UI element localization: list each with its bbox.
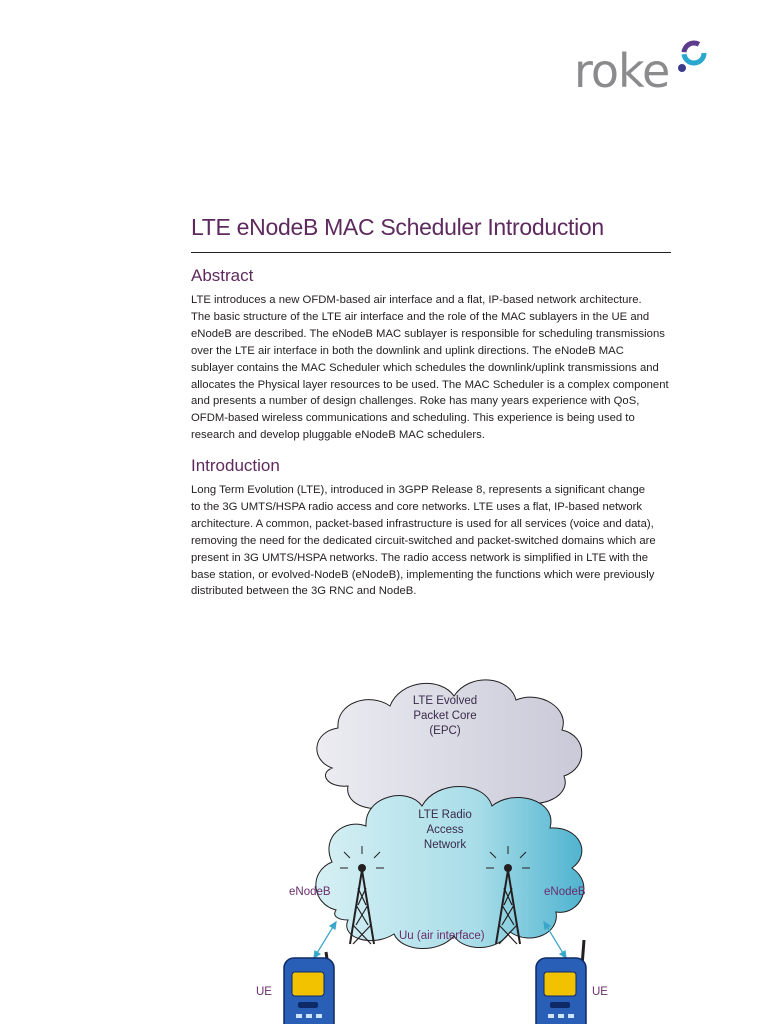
- abstract-line: over the LTE air interface in both the downlink and uplink directions. The eNodeB MAC: [191, 344, 624, 357]
- core-cloud-line: (EPC): [429, 725, 461, 737]
- ue-left-label: UE: [256, 986, 272, 998]
- ran-cloud-line: Access: [426, 824, 464, 836]
- logo-wordmark: roke: [574, 44, 670, 98]
- introduction-line: Long Term Evolution (LTE), introduced in 3GPP Release 8, represents a significant change: [191, 484, 646, 496]
- ue-right-phone-icon: [536, 940, 586, 1024]
- roke-logo: [570, 40, 710, 102]
- abstract-line: The basic structure of the LTE air interface and the role of the MAC sublayers in the UE and: [191, 310, 650, 323]
- introduction-body: [191, 482, 671, 600]
- air-interface-label: Uu (air interface): [399, 930, 485, 942]
- introduction-line: present in 3G UMTS/HSPA networks. The radio access network is simplified in LTE with the: [191, 551, 649, 564]
- core-cloud-line: Packet Core: [413, 710, 477, 722]
- document-title: LTE eNodeB MAC Scheduler Introduction: [191, 214, 604, 240]
- ran-cloud-line: LTE Radio: [418, 809, 472, 821]
- abstract-heading: Abstract: [191, 266, 254, 285]
- introduction-line: architecture. A common, packet-based infrastructure is used for all services (voice and data),: [191, 517, 654, 530]
- ue-link-right-arrow: [544, 922, 566, 958]
- core-cloud-label: [390, 694, 500, 739]
- title-divider: [191, 252, 671, 253]
- abstract-line: OFDM-based wireless communications and scheduling. This experience is being used to: [191, 412, 635, 425]
- introduction-line: distributed between the 3G RNC and NodeB.: [191, 585, 417, 598]
- introduction-heading: Introduction: [191, 456, 280, 475]
- introduction-line: base station, or evolved-NodeB (eNodeB), implementing the functions which were previously: [191, 568, 655, 581]
- lte-network-diagram: [240, 640, 640, 1024]
- abstract-line: sublayer contains the MAC Scheduler which schedules the downlink/uplink transmissions and: [191, 361, 659, 374]
- ran-cloud-label: [390, 808, 500, 853]
- enodeb-left-label: eNodeB: [289, 886, 331, 898]
- abstract-line: LTE introduces a new OFDM-based air interface and a flat, IP-based network architecture.: [191, 294, 642, 306]
- core-cloud-line: LTE Evolved: [412, 695, 478, 707]
- abstract-line: eNodeB are described. The eNodeB MAC sublayer is responsible for scheduling transmissions: [191, 327, 665, 340]
- enodeb-right-label: eNodeB: [544, 886, 586, 898]
- abstract-line: allocates the Physical layer resources to be used. The MAC Scheduler is a complex component: [191, 378, 669, 391]
- ue-right-label: UE: [592, 986, 608, 998]
- ue-left-phone-icon: [284, 952, 334, 1024]
- abstract-line: research and develop pluggable eNodeB MAC schedulers.: [191, 429, 485, 442]
- logo-swirl-icon: [674, 40, 708, 74]
- ran-cloud-line: Network: [423, 839, 467, 851]
- introduction-line: to the 3G UMTS/HSPA radio access and core networks. LTE uses a flat, IP-based network: [191, 500, 643, 513]
- introduction-line: removing the need for the dedicated circuit-switched and packet-switched domains which are: [191, 534, 656, 547]
- abstract-body: [191, 292, 671, 444]
- abstract-line: and presents a number of design challenges. Roke has many years experience with QoS,: [191, 395, 640, 408]
